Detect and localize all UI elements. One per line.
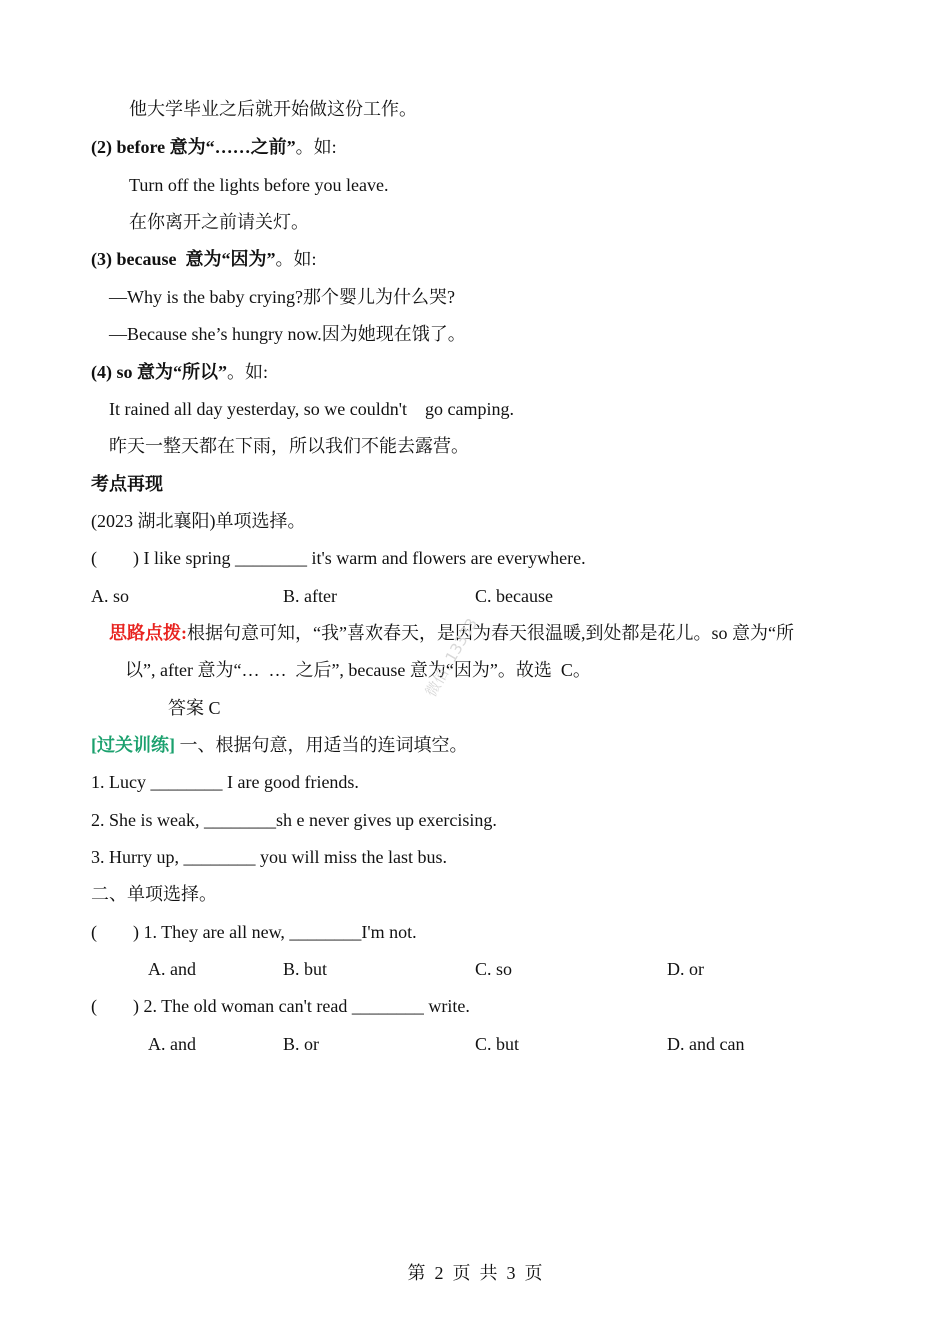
mc-option: D. and can (667, 1034, 745, 1054)
example-en: Turn off the lights before you leave. (129, 175, 389, 195)
practice-label: [过关训练] (91, 735, 175, 755)
hint-label: 思路点拨: (109, 623, 187, 643)
item-heading-tail: 。如: (227, 362, 269, 382)
watermark: 微信: 13333 (421, 615, 482, 700)
example-zh: 昨天一整天都在下雨，所以我们不能去露营。 (109, 436, 469, 456)
question-source: (2023 湖北襄阳)单项选择。 (91, 511, 306, 531)
mc-question: ( ) 2. The old woman can't read ________ write. (91, 996, 470, 1016)
item-heading-tail: 。如: (295, 137, 337, 157)
fill-question: 1. Lucy ________ I are good friends. (91, 772, 359, 792)
mc-option: B. but (283, 959, 328, 979)
practice-title: 一、根据句意，用适当的连词填空。 (175, 735, 468, 755)
example-en: It rained all day yesterday, so we couldn't go camping. (109, 399, 514, 419)
text-line: 他大学毕业之后就开始做这份工作。 (129, 99, 417, 119)
mc-option: C. but (475, 1034, 520, 1054)
dialogue-answer: —Because she’s hungry now.因为她现在饿了。 (109, 324, 466, 344)
fill-question: 2. She is weak, ________sh e never gives up exercising. (91, 810, 497, 830)
option-b: B. after (283, 586, 337, 606)
hint-line-2: 以”, after 意为“… … 之后”, because 意为“因为”。故选 C。 (125, 660, 591, 680)
part2-title: 二、单项选择。 (91, 884, 217, 904)
item-heading (91, 360, 268, 384)
hint-text: 根据句意可知，“我”喜欢春天，是因为春天很温暖,到处都是花儿。so 意为“所 (187, 623, 794, 643)
dialogue-question: —Why is the baby crying?那个婴儿为什么哭? (109, 287, 455, 307)
answer: 答案 C (168, 698, 221, 718)
item-heading-tail: 。如: (275, 249, 317, 269)
example-zh: 在你离开之前请关灯。 (129, 212, 309, 232)
fill-question: 3. Hurry up, ________ you will miss the last bus. (91, 847, 447, 867)
item-heading-label: (4) so 意为“所以” (91, 362, 227, 382)
mc-option: B. or (283, 1034, 319, 1054)
page-footer: 第 2 页 共 3 页 (407, 1263, 543, 1283)
mc-option: D. or (667, 959, 704, 979)
item-heading-label: (3) because 意为“因为” (91, 249, 276, 269)
mc-option: A. and (148, 959, 196, 979)
option-a: A. so (91, 586, 130, 606)
option-c: C. because (475, 586, 553, 606)
mc-question: ( ) 1. They are all new, ________I'm not. (91, 922, 417, 942)
mc-option: A. and (148, 1034, 196, 1054)
item-heading (91, 135, 337, 159)
section-title: 考点再现 (91, 474, 163, 494)
exam-question: ( ) I like spring ________ it's warm and flowers are everywhere. (91, 548, 586, 568)
practice-heading (91, 733, 468, 757)
item-heading (91, 247, 317, 271)
item-heading-label: (2) before 意为“……之前” (91, 137, 296, 157)
mc-option: C. so (475, 959, 513, 979)
